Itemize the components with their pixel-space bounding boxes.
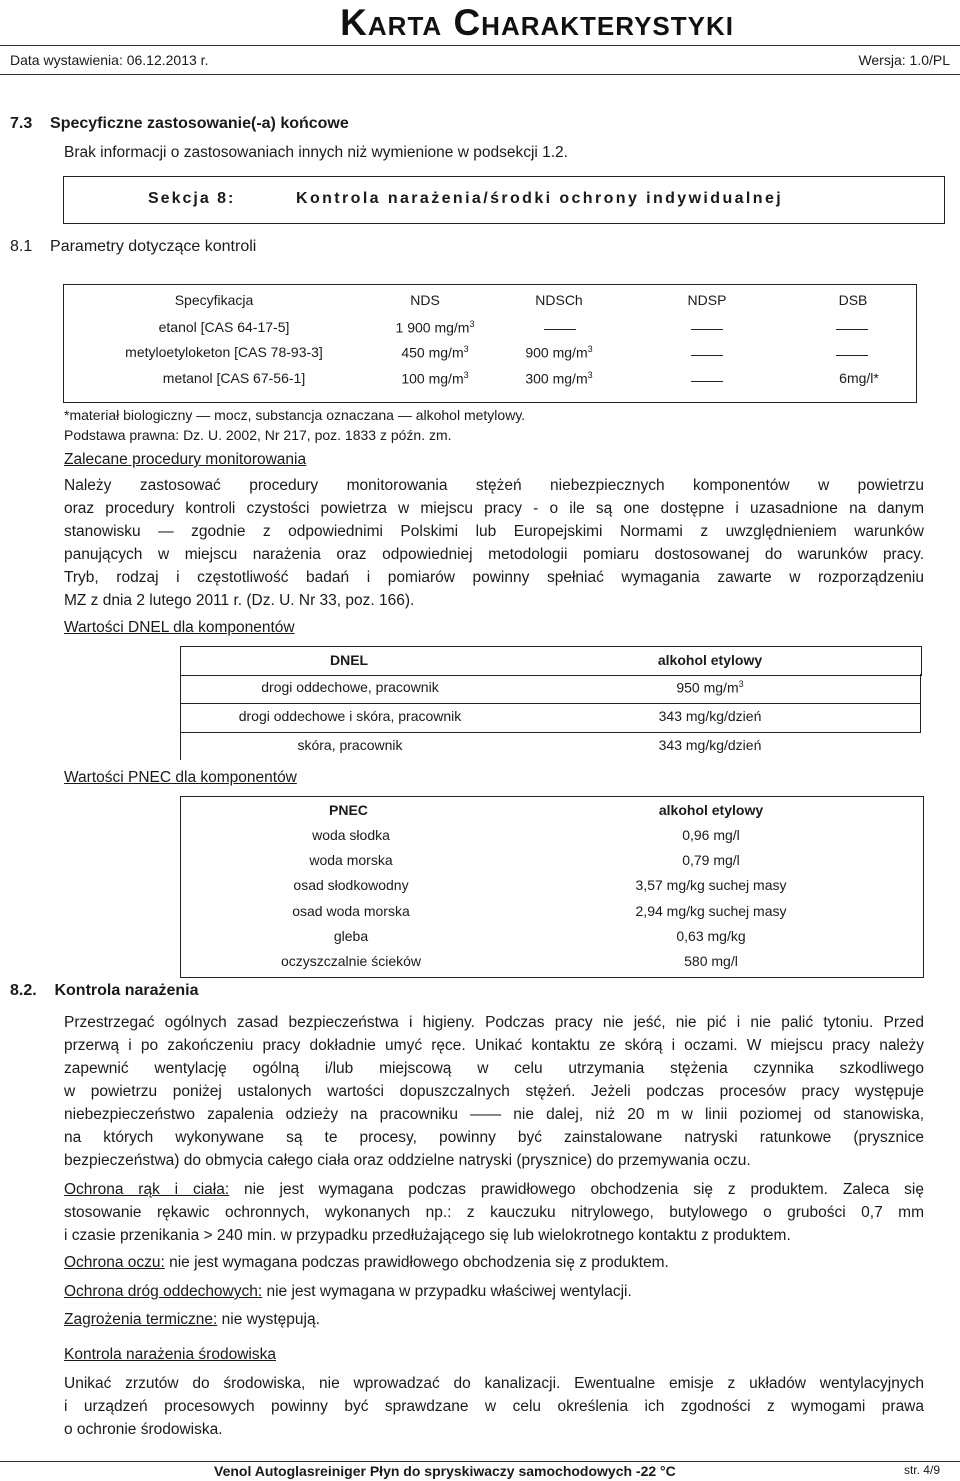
text-line: Należy zastosować procedury monitorowania stężeń niebezpiecznych komponentów w powietrzu xyxy=(64,477,924,494)
section-8-2-heading: 8.2. Kontrola narażenia xyxy=(10,982,199,999)
header-divider-2 xyxy=(0,74,960,75)
environment-heading: Kontrola narażenia środowiska xyxy=(64,1346,276,1363)
section-8-banner xyxy=(63,176,945,224)
respiratory-protection xyxy=(64,1280,632,1303)
nds-row-nds: 100 $mg/m^3$ xyxy=(401,370,469,387)
table-border xyxy=(180,732,921,733)
nds-row-ndsch: 300 $mg/m^3$ xyxy=(525,370,593,387)
dnel-row-route: skóra, pracownik xyxy=(297,737,403,753)
document-title: Karta Charakterystyki xyxy=(340,2,734,43)
dnel-heading: Wartości DNEL dla komponentów xyxy=(64,619,295,636)
footer-product-name: Venol Autoglasreiniger Płyn do spryskiwaczy samochodowych -22 °C xyxy=(214,1463,676,1479)
version: Wersja: 1.0/PL xyxy=(858,52,950,68)
nds-row-name: metyloetyloketon [CAS 78-93-3] xyxy=(125,344,323,360)
nds-row-name: metanol [CAS 67-56-1] xyxy=(162,370,306,386)
text-line: Przestrzegać ogólnych zasad bezpieczeństwa i higieny. Podczas pracy nie jeść, nie pić i nie palić tytoniu. Przed xyxy=(64,1014,924,1031)
nds-row-ndsch: 900 $mg/m^3$ xyxy=(525,344,593,361)
section-8-label: Sekcja 8: xyxy=(148,190,236,207)
respiratory-protection-text: nie jest wymagana w przypadku właściwej wentylacji. xyxy=(262,1283,632,1300)
thermal-hazards xyxy=(64,1308,320,1331)
text-line: MZ z dnia 2 lutego 2011 r. (Dz. U. Nr 33, poz. 166). xyxy=(64,592,415,609)
table-border xyxy=(180,674,181,760)
pnec-row-value: 0,79 mg/l xyxy=(682,852,740,868)
pnec-row-value: 0,63 mg/kg xyxy=(676,928,746,944)
section-7-3-heading: 7.3 Specyficzne zastosowanie(-a) końcowe xyxy=(10,115,349,132)
nds-note-biological: *materiał biologiczny — mocz, substancja oznaczana — alkohol metylowy. xyxy=(64,407,526,423)
pnec-row-medium: woda słodka xyxy=(312,827,390,843)
section-8-1-heading: 8.1 Parametry dotyczące kontroli xyxy=(10,238,257,255)
monitoring-heading: Zalecane procedury monitorowania xyxy=(64,451,307,468)
dnel-table xyxy=(180,646,922,760)
hand-protection-text: nie jest wymagana podczas prawidłowego obchodzenia się z produktem. Zaleca się xyxy=(229,1181,924,1198)
nds-row-nds: 450 $mg/m^3$ xyxy=(401,344,469,361)
pnec-col-substance: alkohol etylowy xyxy=(658,802,764,818)
table-border xyxy=(180,703,921,704)
eye-protection-label: Ochrona oczu: xyxy=(64,1254,165,1271)
dnel-col-substance: alkohol etylowy xyxy=(657,652,763,668)
pnec-row-medium: osad słodkowodny xyxy=(293,877,409,893)
text-line: stanowisku — zgodnie z odpowiednimi Polskimi lub Europejskimi Normami z uwzględnieniem warunków xyxy=(64,523,924,540)
environment-paragraph xyxy=(64,1372,924,1441)
nds-row-nds: 1 900 $mg/m^3$ xyxy=(395,319,475,336)
pnec-row-medium: woda morska xyxy=(309,852,393,868)
nds-dash xyxy=(691,381,723,382)
issue-date: Data wystawienia: 06.12.2013 r. xyxy=(10,52,209,68)
monitoring-paragraph xyxy=(64,474,924,612)
nds-header-dsb: DSB xyxy=(838,292,868,308)
pnec-row-value: 0,96 mg/l xyxy=(682,827,740,843)
nds-header-ndsp: NDSP xyxy=(687,292,727,308)
respiratory-protection-label: Ochrona dróg oddechowych: xyxy=(64,1283,263,1300)
text-line: Unikać zrzutów do środowiska, nie wprowadzać do kanalizacji. Ewentualne emisje z układów wentylacyjnych xyxy=(64,1375,924,1392)
pnec-row-medium: gleba xyxy=(333,928,369,944)
footer-divider xyxy=(0,1461,960,1462)
hand-protection-label: Ochrona rąk i ciała: xyxy=(64,1181,230,1198)
nds-dash xyxy=(544,329,576,330)
section-8-title: Kontrola narażenia/środki ochrony indywidualnej xyxy=(296,190,784,207)
text-line: niebezpieczeństwo zapalenia odzieży na pracowniku —— nie dalej, niż 20 m w linii poziomej od stanowiska, xyxy=(64,1106,924,1123)
pnec-heading: Wartości PNEC dla komponentów xyxy=(64,769,297,786)
dnel-row-route: drogi oddechowe i skóra, pracownik xyxy=(238,708,462,724)
text-line: w powietrzu poniżej ustalonych wartości dopuszczalnych stężeń. Jeżeli podczas procesów pracy występuje xyxy=(64,1083,924,1100)
text-line: zapewnić wentylację ogólną i/lub miejscową w celu utrzymania stężenia czynnika szkodliwego xyxy=(64,1060,924,1077)
pnec-col-header: PNEC xyxy=(329,802,368,818)
text-line: i czasie przenikania > 240 min. w przypadku przedłużającego się lub wielokrotnego kontaktu z produktem. xyxy=(64,1227,791,1244)
section-7-3-text: Brak informacji o zastosowaniach innych niż wymienione w podsekcji 1.2. xyxy=(64,144,568,161)
text-line: oraz procedury kontroli czystości powietrza w miejscu pracy - o ile są one dostępne i uzasadnione na danym xyxy=(64,500,924,517)
text-line: bezpieczeństwa) do obmycia całego ciała oraz oddzielne natryski (prysznice) do przemywania oczu. xyxy=(64,1152,751,1169)
dnel-row-value: 343 mg/kg/dzień xyxy=(658,737,762,753)
dnel-row-route: drogi oddechowe, pracownik xyxy=(261,679,439,695)
nds-row-name: etanol [CAS 64-17-5] xyxy=(158,319,290,335)
dnel-col-header: DNEL xyxy=(330,652,369,668)
text-line: panujących w miejscu narażenia oraz odpowiedniej metodologii pomiaru dostosowanej do warunków pracy. xyxy=(64,546,924,563)
text-line: i urządzeń procesowych powinny być sprawdzane w celu określenia ich zgodności z wymogami prawa xyxy=(64,1398,924,1415)
page-number: str. 4/9 xyxy=(903,1463,940,1477)
thermal-hazards-label: Zagrożenia termiczne: xyxy=(64,1311,218,1328)
nds-table xyxy=(63,284,917,403)
text-line: stosowanie rękawic ochronnych, wykonanych np.: z kauczuku nitrylowego, butylowego o grubości 0,7 mm xyxy=(64,1204,924,1221)
nds-header-ndsch: NDSCh xyxy=(535,292,583,308)
dnel-row-value: 950 $mg/m^3$ xyxy=(676,679,744,696)
pnec-row-value: 580 mg/l xyxy=(684,953,738,969)
text-line: przerwą i po zakończeniu pracy dokładnie umyć ręce. Unikać kontaktu ze skórą i oczami. W miejscu pracy należy xyxy=(64,1037,924,1054)
exposure-paragraph xyxy=(64,1011,924,1172)
text-line: o ochronie środowiska. xyxy=(64,1421,223,1438)
nds-legal-basis: Podstawa prawna: Dz. U. 2002, Nr 217, poz. 1833 z późn. zm. xyxy=(64,427,452,443)
pnec-row-value: 3,57 mg/kg suchej masy xyxy=(635,877,787,893)
nds-dash xyxy=(691,355,723,356)
thermal-hazards-text: nie występują. xyxy=(217,1311,320,1328)
nds-header-nds: NDS xyxy=(410,292,440,308)
nds-row-dsb: 6mg/l* xyxy=(839,370,879,386)
nds-dash xyxy=(691,329,723,330)
pnec-row-medium: osad woda morska xyxy=(292,903,410,919)
nds-dash xyxy=(836,329,868,330)
eye-protection xyxy=(64,1251,669,1274)
hand-protection xyxy=(64,1178,924,1247)
text-line: Tryb, rodzaj i częstotliwość badań i pomiarów powinny spełniać wymagania zawarte w rozporządzeniu xyxy=(64,569,924,586)
text-line: na których wykonywane są te procesy, powinny być zainstalowane natryski ratunkowe (prysznice xyxy=(64,1129,924,1146)
nds-header-spec: Specyfikacja xyxy=(174,292,254,308)
eye-protection-text: nie jest wymagana podczas prawidłowego obchodzenia się z produktem. xyxy=(164,1254,669,1271)
header-divider xyxy=(0,45,960,46)
pnec-row-medium: oczyszczalnie ścieków xyxy=(280,953,422,969)
pnec-table xyxy=(180,796,924,978)
pnec-row-value: 2,94 mg/kg suchej masy xyxy=(635,903,787,919)
dnel-row-value: 343 mg/kg/dzień xyxy=(658,708,762,724)
nds-dash xyxy=(836,355,868,356)
